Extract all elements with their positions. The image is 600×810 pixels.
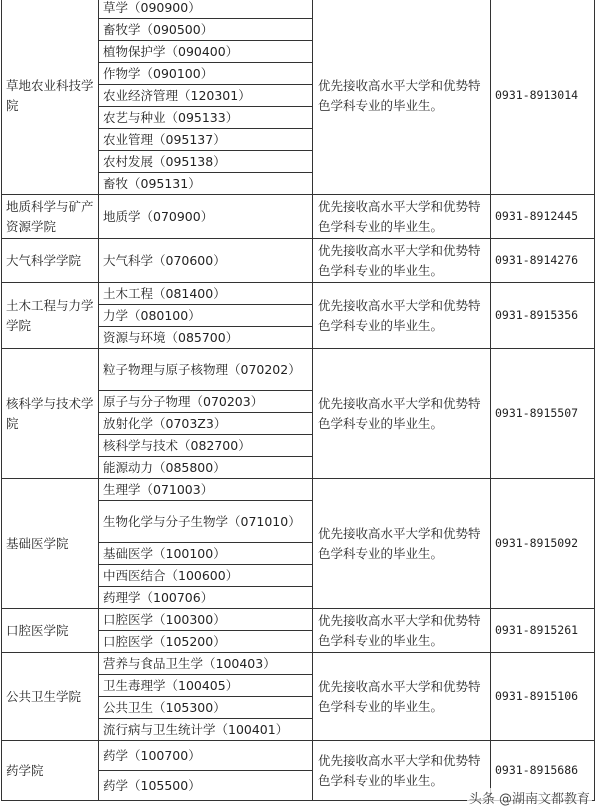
- major-cell: 粒子物理与原子核物理（070202）: [99, 349, 313, 391]
- major-cell: 畜牧（095131）: [99, 173, 313, 195]
- major-cell: 营养与食品卫生学（100403）: [99, 653, 313, 675]
- major-cell: 力学（080100）: [99, 305, 313, 327]
- college-name: 核科学与技术学院: [2, 349, 99, 479]
- major-cell: 卫生毒理学（100405）: [99, 675, 313, 697]
- major-cell: 药学（105500）: [99, 771, 313, 801]
- major-cell: 放射化学（0703Z3）: [99, 413, 313, 435]
- major-cell: 口腔医学（100300）: [99, 609, 313, 631]
- major-cell: 流行病与卫生统计学（100401）: [99, 719, 313, 741]
- phone-cell: 0931-8915092: [491, 479, 595, 609]
- phone-cell: 0931-8914276: [491, 239, 595, 283]
- major-cell: 原子与分子物理（070203）: [99, 391, 313, 413]
- phone-cell: 0931-8915356: [491, 283, 595, 349]
- college-name: 药学院: [2, 741, 99, 801]
- major-cell: 农村发展（095138）: [99, 151, 313, 173]
- requirement-cell: 优先接收高水平大学和优势特色学科专业的毕业生。: [313, 283, 491, 349]
- major-cell: 地质学（070900）: [99, 195, 313, 239]
- phone-cell: 0931-8915261: [491, 609, 595, 653]
- major-cell: 草学（090900）: [99, 0, 313, 19]
- major-cell: 作物学（090100）: [99, 63, 313, 85]
- watermark: 头条 @湖南文都教育: [467, 788, 592, 807]
- requirement-cell: 优先接收高水平大学和优势特色学科专业的毕业生。: [313, 239, 491, 283]
- college-name: 地质科学与矿产资源学院: [2, 195, 99, 239]
- college-name: 草地农业科技学院: [2, 0, 99, 195]
- major-cell: 植物保护学（090400）: [99, 41, 313, 63]
- phone-cell: 0931-8912445: [491, 195, 595, 239]
- requirement-cell: 优先接收高水平大学和优势特色学科专业的毕业生。: [313, 349, 491, 479]
- major-cell: 农艺与种业（095133）: [99, 107, 313, 129]
- phone-cell: 0931-8915686: [491, 741, 595, 801]
- requirement-cell: 优先接收高水平大学和优势特色学科专业的毕业生。: [313, 653, 491, 741]
- major-cell: 生理学（071003）: [99, 479, 313, 501]
- phone-cell: 0931-8915507: [491, 349, 595, 479]
- major-cell: 资源与环境（085700）: [99, 327, 313, 349]
- major-cell: 土木工程（081400）: [99, 283, 313, 305]
- major-cell: 能源动力（085800）: [99, 457, 313, 479]
- requirement-cell: 优先接收高水平大学和优势特色学科专业的毕业生。: [313, 0, 491, 195]
- phone-cell: 0931-8913014: [491, 0, 595, 195]
- major-cell: 农业经济管理（120301）: [99, 85, 313, 107]
- requirement-cell: 优先接收高水平大学和优势特色学科专业的毕业生。: [313, 741, 491, 801]
- admissions-table: [1, 0, 595, 801]
- phone-cell: 0931-8915106: [491, 653, 595, 741]
- requirement-cell: 优先接收高水平大学和优势特色学科专业的毕业生。: [313, 609, 491, 653]
- college-name: 大气科学学院: [2, 239, 99, 283]
- major-cell: 药理学（100706）: [99, 587, 313, 609]
- college-name: 公共卫生学院: [2, 653, 99, 741]
- major-cell: 口腔医学（105200）: [99, 631, 313, 653]
- major-cell: 畜牧学（090500）: [99, 19, 313, 41]
- major-cell: 药学（100700）: [99, 741, 313, 771]
- major-cell: 核科学与技术（082700）: [99, 435, 313, 457]
- college-name: 口腔医学院: [2, 609, 99, 653]
- major-cell: 公共卫生（105300）: [99, 697, 313, 719]
- requirement-cell: 优先接收高水平大学和优势特色学科专业的毕业生。: [313, 195, 491, 239]
- major-cell: 大气科学（070600）: [99, 239, 313, 283]
- major-cell: 中西医结合（100600）: [99, 565, 313, 587]
- major-cell: 基础医学（100100）: [99, 543, 313, 565]
- college-name: 基础医学院: [2, 479, 99, 609]
- major-cell: 生物化学与分子生物学（071010）: [99, 501, 313, 543]
- college-name: 土木工程与力学学院: [2, 283, 99, 349]
- requirement-cell: 优先接收高水平大学和优势特色学科专业的毕业生。: [313, 479, 491, 609]
- major-cell: 农业管理（095137）: [99, 129, 313, 151]
